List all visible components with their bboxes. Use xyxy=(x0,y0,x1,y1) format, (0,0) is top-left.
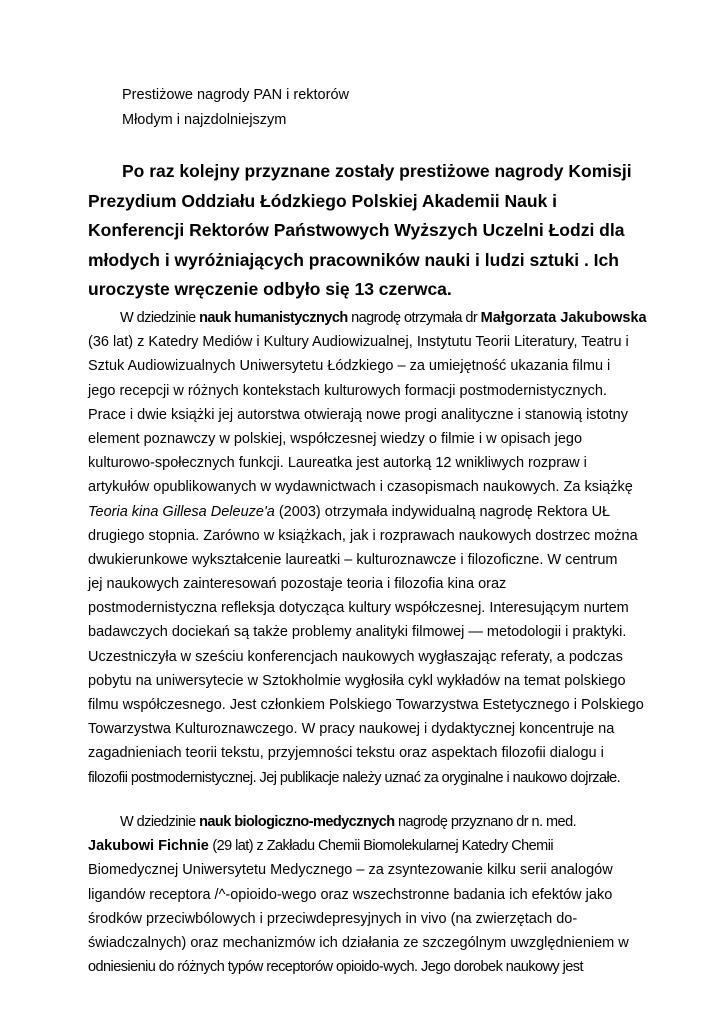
lead-line: Prezydium Oddziału Łódzkiego Polskiej Akademii Nauk i xyxy=(88,190,558,211)
lead-line: młodych i wyróżniających pracowników nauki i ludzi sztuki . Ich xyxy=(88,249,619,270)
lead-line: uroczyste wręczenie odbyło się 13 czerwca. xyxy=(88,279,452,300)
paragraph-line: element poznawczy w polskiej, współczesnej wiedzy o filmie i w opisach jego xyxy=(88,430,583,447)
paragraph-line: badawczych dociekań są także problemy analityki filmowej — metodologii i praktyki. xyxy=(88,624,627,641)
paragraph-line: kulturowo-społecznych funkcji. Laureatka jest autorką 12 wnikliwych rozpraw i xyxy=(88,455,587,472)
text-span: (2003) otrzymała indywidualną nagrodę Rektora UŁ xyxy=(274,503,611,520)
paragraph-line: Prace i dwie książki jej autorstwa otwierają nowe progi analityczne i stanowią istotny xyxy=(88,406,628,423)
lead-line: Po raz kolejny przyznane zostały prestiżowe nagrody Komisji xyxy=(122,161,632,181)
paragraph-line: Sztuk Audiowizualnych Uniwersytetu Łódzkiego – za umiejętność ukazania filmu i xyxy=(88,358,611,375)
paragraph-line: odniesieniu do różnych typów receptorów opioido-wych. Jego dorobek naukowy jest xyxy=(88,959,583,976)
header-subtitle: Młodym i najzdolniejszym xyxy=(122,112,287,128)
paragraph-line: Uczestniczyła w sześciu konferencjach naukowych wygłaszając referaty, a podczas xyxy=(88,648,623,665)
paragraph-line: ligandów receptora /^-opioido-wego oraz wszechstronne badania ich efektów jako xyxy=(88,886,613,903)
paragraph-line xyxy=(88,306,647,330)
paragraph-line: jego recepcji w różnych kontekstach kulturowych formacji postmodernistycznych. xyxy=(88,382,607,399)
paragraph-humanities xyxy=(88,306,647,790)
book-title: Teoria kina Gillesa Deleuze'a xyxy=(88,503,275,520)
paragraph-line xyxy=(88,500,636,524)
laureate-name: Jakubowi Fichnie xyxy=(88,838,209,855)
text-span: (29 lat) z Zakładu Chemii Biomolekularnej Katedry Chemii xyxy=(208,838,554,855)
paragraph-line xyxy=(88,810,636,834)
paragraph-line: środków przeciwbólowych i przeciwdepresyjnych in vivo (na zwierzętach do- xyxy=(88,910,578,927)
paragraph-line: postmodernistyczna refleksja dotycząca kultury współczesnej. Interesującym nurtem xyxy=(88,600,629,617)
paragraph-biomedical xyxy=(88,810,636,979)
paragraph-line: artykułów opublikowanych w wydawnictwach i czasopismach naukowych. Za książkę xyxy=(88,479,633,496)
text-span: nagrodę otrzymała dr xyxy=(347,310,481,326)
laureate-name: Małgorzata Jakubowska xyxy=(480,310,647,326)
paragraph-line: filozofii postmodernistycznej. Jej publikacje należy uznać za oryginalne i naukowo dojrzałe. xyxy=(88,769,621,786)
paragraph-line: pobytu na uniwersytecie w Sztokholmie wygłosiła cykl wykładów na temat polskiego xyxy=(88,672,626,689)
field-name: nauk humanistycznych xyxy=(199,310,348,326)
lead-line: Konferencji Rektorów Państwowych Wyższych Uczelni Łodzi dla xyxy=(88,220,625,241)
paragraph-line xyxy=(88,834,636,858)
paragraph-line: jej naukowych zainteresowań pozostaje teoria i filozofia kina oraz xyxy=(88,576,507,593)
paragraph-line: drugiego stopnia. Zarówno w książkach, jak i rozprawach naukowych dostrzec można xyxy=(88,527,638,544)
field-name: nauk biologiczno-medycznych xyxy=(199,814,395,830)
header-title: Prestiżowe nagrody PAN i rektorów xyxy=(122,87,349,103)
paragraph-line: Towarzystwa Kulturoznawczego. W pracy naukowej i dydaktycznej koncentruje na xyxy=(88,721,615,738)
text-span: W dziedzinie xyxy=(120,814,200,830)
paragraph-line: filmu współczesnego. Jest członkiem Polskiego Towarzystwa Estetycznego i Polskiego xyxy=(88,697,644,713)
text-span: W dziedzinie xyxy=(120,310,200,326)
paragraph-line: (36 lat) z Katedry Mediów i Kultury Audiowizualnej, Instytutu Teorii Literatury, Teatru i xyxy=(88,334,629,351)
paragraph-line: zagadnieniach teorii tekstu, przyjemności tekstu oraz aspektach filozofii dialogu i xyxy=(88,745,604,762)
paragraph-line: Biomedycznej Uniwersytetu Medycznego – za zsyntezowanie kilku serii analogów xyxy=(88,862,613,879)
paragraph-line: dwukierunkowe wykształcenie laureatki – kulturoznawcze i filozoficzne. W centrum xyxy=(88,551,618,568)
paragraph-line: świadczalnych) oraz mechanizmów ich działania ze szczególnym uwzględnieniem w xyxy=(88,934,629,951)
text-span: nagrodę przyznano dr n. med. xyxy=(394,814,577,830)
lead-paragraph xyxy=(88,157,648,305)
